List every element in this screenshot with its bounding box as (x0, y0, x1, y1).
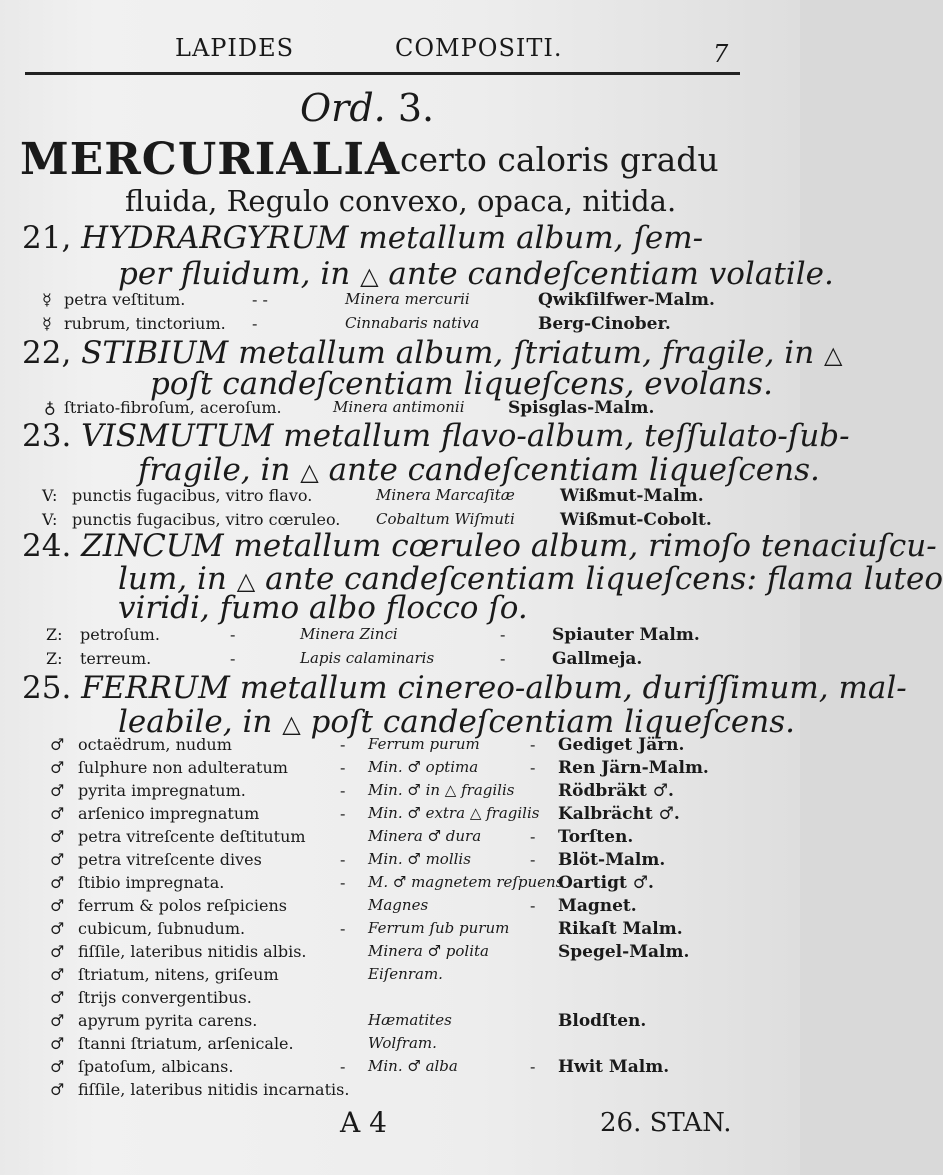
swedish-name: Qwikſilfwer-Malm. (538, 290, 715, 310)
mineral-name: Minera antimonii (333, 398, 465, 416)
dash-separator: - (340, 781, 346, 800)
entry-25-line1 (22, 670, 907, 706)
mineral-row (0, 942, 800, 966)
mineral-row (0, 850, 800, 874)
dash-separator: - (500, 625, 506, 644)
fire-triangle-icon: △ (300, 458, 319, 486)
order-heading (300, 86, 434, 130)
entry-text: ante candeſcentiam liqueſcens. (328, 452, 820, 488)
latin-description: ferrum & polos reſpiciens (78, 896, 287, 915)
dash-separator: - (230, 625, 236, 644)
dash-separator: - (340, 1057, 346, 1076)
latin-description: ſtriato-fibroſum, aceroſum. (64, 398, 282, 417)
swedish-name: Ren Järn-Malm. (558, 758, 709, 778)
page-footer (0, 1106, 800, 1146)
entry-number: 21, (22, 220, 72, 256)
mineral-name: Magnes (368, 896, 429, 914)
entry-number: 24. (22, 528, 72, 564)
dash-separator: - (530, 1057, 536, 1076)
dash-separator: - (340, 735, 346, 754)
dash-separator: - (530, 735, 536, 754)
entry-23-line1 (22, 418, 850, 454)
swedish-name: Spiauter Malm. (552, 625, 700, 645)
symbol: ♂ (50, 1057, 65, 1076)
mineral-row (0, 625, 800, 649)
latin-description: apyrum pyrita carens. (78, 1011, 258, 1030)
symbol: ♁ (44, 398, 56, 417)
mineral-row (0, 988, 800, 1012)
mineral-name: Min. ♂ alba (368, 1057, 458, 1075)
swedish-name: Rikaſt Malm. (558, 919, 683, 939)
entry-24-line1 (22, 528, 937, 564)
mineral-row (0, 486, 800, 510)
entry-text: poſt candeſcentiam liqueſcens. (310, 704, 795, 740)
dash-separator: - (252, 314, 258, 333)
mineral-name: Minera ♂ polita (368, 942, 489, 960)
symbol: ♂ (50, 781, 65, 800)
dash-separator: - (340, 873, 346, 892)
latin-description: petra vitreſcente deſtitutum (78, 827, 306, 846)
latin-description: pyrita impregnatum. (78, 781, 246, 800)
mineral-name: Cinnabaris nativa (345, 314, 480, 332)
entry-text: poſt candeſcentiam liqueſcens, evolans. (150, 366, 773, 402)
mineral-name: Hæmatites (368, 1011, 452, 1029)
latin-description: petra veſtitum. (64, 290, 186, 309)
entry-text: leabile, in (118, 704, 273, 740)
swedish-name: Wißmut-Malm. (560, 486, 704, 506)
swedish-name: Spegel-Malm. (558, 942, 690, 962)
mineral-row (0, 896, 800, 920)
symbol: Z: (46, 625, 63, 644)
swedish-name: Gediget Järn. (558, 735, 685, 755)
swedish-name: Kalbrächt ♂. (558, 804, 680, 824)
dash-separator: - (340, 919, 346, 938)
mineral-name: Min. ♂ optima (368, 758, 479, 776)
mineral-name: Eiſenram. (368, 965, 443, 983)
symbol: ♂ (50, 965, 65, 984)
page-number: 7 (713, 40, 729, 68)
dash-separator: - (530, 827, 536, 846)
symbol: ☿ (42, 314, 52, 333)
header-left: LAPIDES (175, 34, 295, 62)
entry-23-line2 (138, 452, 820, 488)
order-number: 3. (397, 86, 435, 130)
dash-separator: - (340, 758, 346, 777)
symbol: ♂ (50, 942, 65, 961)
mineral-name: Cobaltum Wiſmuti (376, 510, 515, 528)
mineral-row (0, 735, 800, 759)
mineral-row (0, 781, 800, 805)
mineral-name: Ferrum ſub purum (368, 919, 510, 937)
latin-description: ſtanni ſtriatum, arſenicale. (78, 1034, 294, 1053)
swedish-name: Spisglas-Malm. (508, 398, 655, 418)
entry-text: fragile, in (138, 452, 291, 488)
entry-21-line2 (118, 256, 834, 292)
swedish-name: Rödbräkt ♂. (558, 781, 674, 801)
dash-separator: - (530, 758, 536, 777)
mineral-name: Minera Marcaſitæ (376, 486, 515, 504)
entry-text: ante candeſcentiam liqueſcens: flama luteo (265, 561, 943, 597)
symbol: ♂ (50, 1080, 65, 1099)
dash-separator: - (530, 896, 536, 915)
symbol: ♂ (50, 827, 65, 846)
mineral-row (0, 758, 800, 782)
mineral-name: Min. ♂ extra △ fragilis (368, 804, 540, 822)
symbol: ♂ (50, 873, 65, 892)
entry-number: 25. (22, 670, 72, 706)
symbol: ♂ (50, 850, 65, 869)
latin-description: ſtrijs convergentibus. (78, 988, 252, 1007)
entry-text: STIBIUM metallum album, ſtriatum, fragile, in (81, 335, 815, 371)
entry-text: HYDRARGYRUM metallum album, ſem- (81, 220, 704, 256)
symbol: ♂ (50, 919, 65, 938)
latin-description: ſpatoſum, albicans. (78, 1057, 234, 1076)
latin-description: rubrum, tinctorium. (64, 314, 226, 333)
latin-description: arſenico impregnatum (78, 804, 260, 823)
symbol: ♂ (50, 735, 65, 754)
symbol: ♂ (50, 896, 65, 915)
entry-text: per fluidum, in (118, 256, 351, 292)
latin-description: octaëdrum, nudum (78, 735, 232, 754)
mineral-name: Ferrum purum (368, 735, 480, 753)
symbol: Z: (46, 649, 63, 668)
swedish-name: Gallmeja. (552, 649, 643, 669)
swedish-name: Wißmut-Cobolt. (560, 510, 712, 530)
latin-description: petroſum. (80, 625, 160, 644)
running-header (25, 30, 740, 76)
mineral-row (0, 1034, 800, 1058)
mineral-row (0, 1080, 800, 1104)
dash-separator: - (500, 649, 506, 668)
symbol: ♂ (50, 988, 65, 1007)
mineral-name: Minera ♂ dura (368, 827, 482, 845)
mineral-name: Minera mercurii (345, 290, 470, 308)
swedish-name: Hwit Malm. (558, 1057, 670, 1077)
catchword: 26. STAN. (600, 1108, 732, 1138)
mineral-row (0, 1057, 800, 1081)
swedish-name: Oartigt ♂. (558, 873, 654, 893)
dash-separator: - (340, 804, 346, 823)
swedish-name: Berg-Cinober. (538, 314, 671, 334)
latin-description: ſtibio impregnata. (78, 873, 225, 892)
latin-description: cubicum, ſubnudum. (78, 919, 246, 938)
mineral-name: Wolfram. (368, 1034, 437, 1052)
fire-triangle-icon: △ (236, 567, 256, 595)
mineral-row (0, 290, 800, 314)
latin-description: ſtriatum, nitens, griſeum (78, 965, 279, 984)
entry-24-line3 (118, 590, 528, 626)
latin-description: petra vitreſcente dives (78, 850, 262, 869)
mineral-name: M. ♂ magnetem reſpuens (368, 873, 564, 891)
mineral-name: Lapis calaminaris (300, 649, 435, 667)
mineral-row (0, 919, 800, 943)
symbol: ☿ (42, 290, 52, 309)
class-title-line2: fluida, Regulo convexo, opaca, nitida. (125, 184, 677, 218)
entry-text: ZINCUM metallum cœruleo album, rimoſo tenaciuſcu- (81, 528, 937, 564)
symbol: ♂ (50, 804, 65, 823)
class-title: MERCURIALIA (20, 134, 401, 185)
mineral-row (0, 804, 800, 828)
entry-number: 22, (22, 335, 72, 371)
mineral-row (0, 827, 800, 851)
fire-triangle-icon: △ (360, 262, 379, 290)
latin-description: terreum. (80, 649, 152, 668)
dash-separator: - (530, 850, 536, 869)
latin-description: fiſſile, lateribus nitidis incarnatis. (78, 1080, 350, 1099)
dash-separator: - (340, 850, 346, 869)
swedish-name: Blöt-Malm. (558, 850, 666, 870)
dash-separator: - - (252, 290, 268, 309)
entry-text: ante candeſcentiam volatile. (388, 256, 834, 292)
symbol: ♂ (50, 758, 65, 777)
latin-description: ſulphure non adulteratum (78, 758, 288, 777)
entry-text: FERRUM metallum cinereo-album, duriſſimum, mal- (81, 670, 907, 706)
header-right: COMPOSITI. (395, 34, 563, 62)
swedish-name: Magnet. (558, 896, 637, 916)
dash-separator: - (230, 649, 236, 668)
header-rule (25, 72, 740, 75)
entry-text: VISMUTUM metallum flavo-album, teſſulato-ſub- (81, 418, 850, 454)
latin-description: punctis fugacibus, vitro cœruleo. (72, 510, 341, 529)
fire-triangle-icon: △ (282, 710, 301, 738)
entry-text: viridi, fumo albo flocco ſo. (118, 590, 528, 626)
mineral-name: Min. ♂ in △ fragilis (368, 781, 515, 799)
order-label: Ord. (300, 86, 386, 130)
mineral-row (0, 1011, 800, 1035)
symbol: V: (42, 510, 58, 529)
latin-description: punctis fugacibus, vitro flavo. (72, 486, 313, 505)
class-title-rest: certo caloris gradu (400, 140, 719, 179)
swedish-name: Blodſten. (558, 1011, 647, 1031)
entry-number: 23. (22, 418, 72, 454)
latin-description: fiſſile, lateribus nitidis albis. (78, 942, 307, 961)
mineral-name: Minera Zinci (300, 625, 398, 643)
swedish-name: Torſten. (558, 827, 634, 847)
mineral-name: Min. ♂ mollis (368, 850, 471, 868)
symbol: V: (42, 486, 58, 505)
symbol: ♂ (50, 1011, 65, 1030)
signature-mark: A 4 (340, 1106, 387, 1139)
mineral-row (0, 873, 800, 897)
mineral-row (0, 965, 800, 989)
entry-22-line2 (150, 366, 773, 402)
entry-text: lum, in (118, 561, 227, 597)
symbol: ♂ (50, 1034, 65, 1053)
entry-21-line1 (22, 220, 703, 256)
fire-triangle-icon: △ (824, 341, 843, 369)
